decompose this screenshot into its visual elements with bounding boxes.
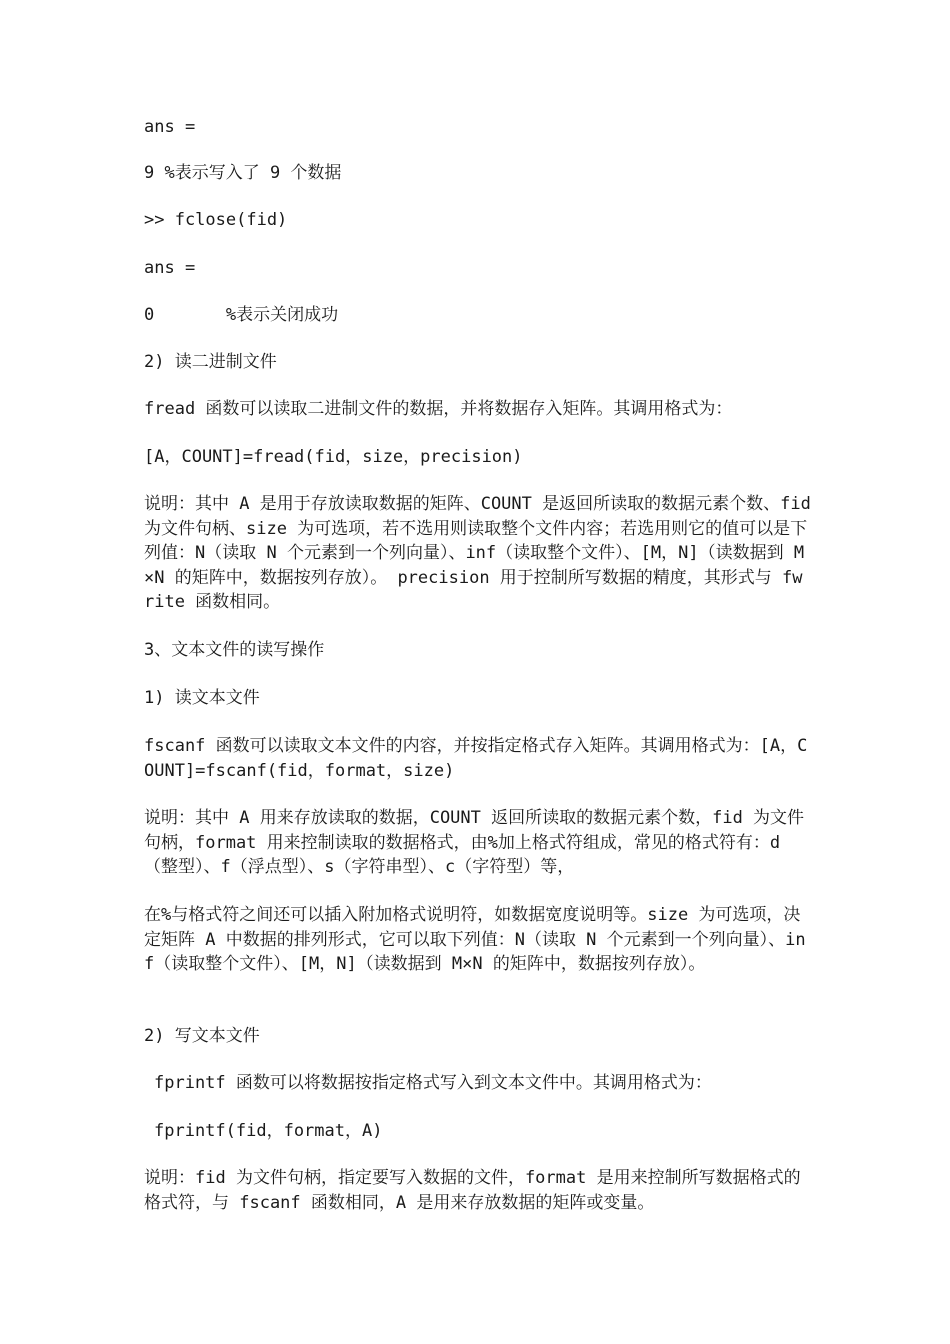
section-heading-write-text: 2) 写文本文件 [144,1026,260,1046]
paragraph-fread-intro: fread 函数可以读取二进制文件的数据，并将数据存入矩阵。其调用格式为： [144,399,733,419]
code-fprintf-syntax: fprintf(fid，format，A) [154,1121,383,1141]
code-output-close-status: 0 %表示关闭成功 [144,305,339,325]
paragraph-fscanf-description: 说明：其中 A 用来存放读取的数据，COUNT 返回所读取的数据元素个数，fid 为文件句柄，format 用来控制读取的数据格式，由%加上格式符组成，常见的格式符有：d（整型）、f（浮点型）、s（字符串型）、c（字符型）等， [144,808,805,877]
section-heading-read-text: 1) 读文本文件 [144,688,260,708]
section-heading-text-files: 3、文本文件的读写操作 [144,640,325,660]
paragraph-fprintf-intro: fprintf 函数可以将数据按指定格式写入到文本文件中。其调用格式为： [154,1073,712,1093]
paragraph-fscanf-size: 在%与格式符之间还可以插入附加格式说明符，如数据宽度说明等。size 为可选项，决定矩阵 A 中数据的排列形式，它可以取下列值：N（读取 N 个元素到一个列向量）、inf（读取整个文件）、[M，N]（读数据到 M×N 的矩阵中，数据按列存放）。 [144,905,806,974]
paragraph-fprintf-description: 说明：fid 为文件句柄，指定要写入数据的文件，format 是用来控制所写数据格式的格式符，与 fscanf 函数相同，A 是用来存放数据的矩阵或变量。 [144,1168,801,1213]
paragraph-fread-description: 说明：其中 A 是用于存放读取数据的矩阵、COUNT 是返回所读取的数据元素个数、fid 为文件句柄、size 为可选项，若不选用则读取整个文件内容；若选用则它的值可以是下列值：N（读取 N 个元素到一个列向量）、inf（读取整个文件）、[M，N]（读数据到 M×N 的矩阵中，数据按列存放）。 precision 用于控制所写数据的精度，其形式与 fwrite 函数相同。 [144,494,811,612]
code-command-fclose: >> fclose(fid) [144,210,288,230]
code-output-count: 9 %表示写入了 9 个数据 [144,163,342,183]
code-fread-syntax: [A，COUNT]=fread(fid，size，precision) [144,447,523,467]
paragraph-fscanf-intro: fscanf 函数可以读取文本文件的内容，并按指定格式存入矩阵。其调用格式为：[A，COUNT]=fscanf(fid，format，size) [144,736,808,781]
code-output-ans-2: ans = [144,258,196,278]
code-output-ans: ans = [144,117,196,137]
section-heading-read-binary: 2) 读二进制文件 [144,352,277,372]
